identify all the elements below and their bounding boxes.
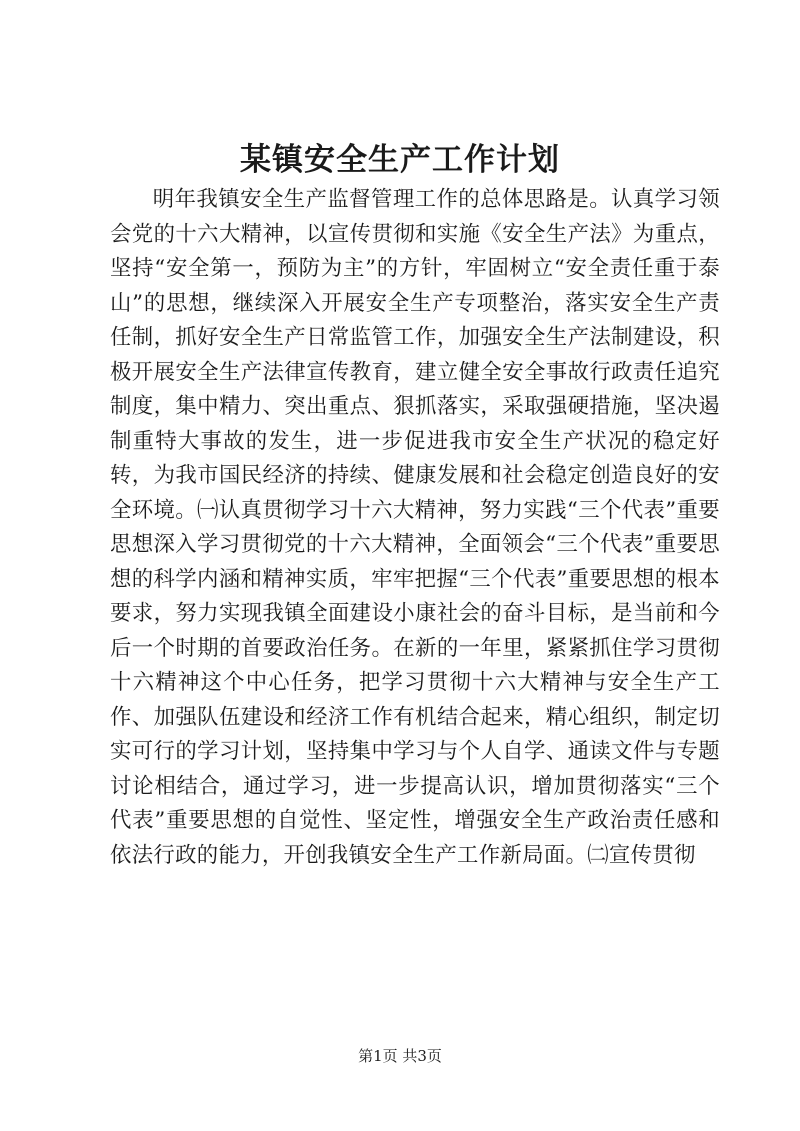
document-title: 某镇安全生产工作计划 xyxy=(240,142,560,178)
page-number-footer: 第1页 共3页 xyxy=(358,1047,442,1065)
document-body-paragraph: 明年我镇安全生产监督管理工作的总体思路是。认真学习领会党的十六大精神，以宣传贯彻和实施《安全生产法》为重点，坚持“安全第一，预防为主”的方针，牢固树立“安全责任重于泰山”的思想，继续深入开展安全生产专项整治，落实安全生产责任制，抓好安全生产日常监管工作，加强安全生产法制建设，积极开展安全生产法律宣传教育，建立健全安全事故行政责任追究制度，集中精力、突出重点、狠抓落实，采取强硬措施，坚决遏制重特大事故的发生，进一步促进我市安全生产状况的稳定好转，为我市国民经济的持续、健康发展和社会稳定创造良好的安全环境。㈠认真贯彻学习十六大精神，努力实践“三个代表”重要思想深入学习贯彻党的十六大精神，全面领会“三个代表”重要思想的科学内涵和精神实质，牢牢把握“三个代表”重要思想的根本要求，努力实现我镇全面建设小康社会的奋斗目标，是当前和今后一个时期的首要政治任务。在新的一年里，紧紧抓住学习贯彻十六精神这个中心任务，把学习贯彻十六大精神与安全生产工作、加强队伍建设和经济工作有机结合起来，精心组织，制定切实可行的学习计划，坚持集中学习与个人自学、通读文件与专题讨论相结合，通过学习，进一步提高认识，增加贯彻落实“三个代表”重要思想的自觉性、坚定性，增强安全生产政治责任感和依法行政的能力，开创我镇安全生产工作新局面。㈡宣传贯彻 xyxy=(110,187,720,868)
